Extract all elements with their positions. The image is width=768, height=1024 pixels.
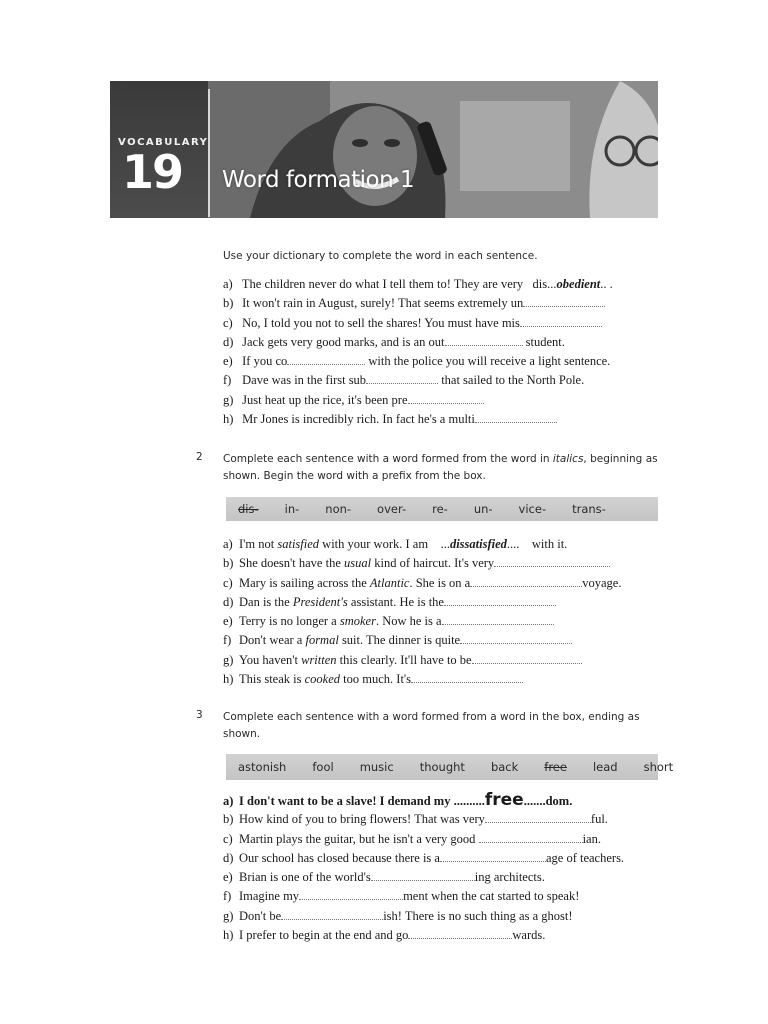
list-item: f) Don't wear a formal suit. The dinner is quite bbox=[223, 631, 663, 650]
word-box-item: astonish bbox=[238, 760, 287, 774]
answer-blank[interactable] bbox=[445, 333, 523, 346]
list-item: f) Imagine my ment when the cat started to speak! bbox=[223, 889, 580, 904]
banner-photo bbox=[210, 81, 658, 218]
word-box-item: lead bbox=[592, 760, 618, 774]
list-item: c) Mary is sailing across the Atlantic. She is on a voyage. bbox=[223, 575, 622, 590]
answer-blank[interactable] bbox=[411, 670, 523, 683]
answer-blank[interactable] bbox=[366, 371, 438, 384]
answer-blank[interactable] bbox=[281, 907, 383, 920]
series-label: VOCABULARY bbox=[118, 137, 209, 148]
answer-blank[interactable] bbox=[287, 352, 365, 365]
list-item: f) Dave was in the first sub that sailed to the North Pole. bbox=[223, 373, 585, 388]
word-box-item: music bbox=[359, 760, 394, 774]
answer-blank[interactable] bbox=[523, 294, 605, 307]
word-box-item: re- bbox=[432, 502, 448, 516]
list-item: c) No, I told you not to sell the shares! You must have mis bbox=[223, 314, 663, 333]
list-item: a) I'm not satisfied with your work. I am ...dissatisfied.... with it. bbox=[223, 537, 568, 551]
exercise2-list bbox=[223, 535, 663, 689]
answer-blank[interactable] bbox=[408, 391, 484, 404]
word-box-item: dis- bbox=[238, 502, 259, 516]
answer-blank[interactable] bbox=[440, 849, 546, 862]
word-box-item: non- bbox=[325, 502, 352, 516]
list-item: e) If you co with the police you will receive a light sentence. bbox=[223, 354, 611, 369]
suffix-word-box bbox=[226, 754, 674, 780]
unit-banner bbox=[110, 81, 658, 218]
word-box-item: fool bbox=[312, 760, 334, 774]
list-item: g) Don't be ish! There is no such thing as a ghost! bbox=[223, 908, 573, 923]
list-item: g) Just heat up the rice, it's been pre bbox=[223, 391, 663, 410]
answer-blank[interactable] bbox=[520, 314, 602, 327]
answer-blank[interactable] bbox=[494, 554, 610, 567]
answer-text: dissatisfied bbox=[449, 537, 507, 551]
answer-blank[interactable] bbox=[460, 631, 572, 644]
answer-blank[interactable] bbox=[470, 574, 582, 587]
list-item: c) Martin plays the guitar, but he isn't a very good ian. bbox=[223, 831, 601, 846]
answer-blank[interactable] bbox=[442, 612, 554, 625]
exercise2-instruction: Complete each sentence with a word formed from the word in italics, beginning as shown. Begin the word with a prefix from the box. bbox=[223, 453, 658, 482]
answer-blank[interactable] bbox=[479, 830, 583, 843]
exercise2-number: 2 bbox=[196, 451, 203, 463]
answer-text: obedient bbox=[556, 277, 601, 291]
list-item: e) Brian is one of the world's ing architects. bbox=[223, 870, 545, 885]
list-item: a) The children never do what I tell them to! They are very dis...obedient.. . bbox=[223, 277, 613, 291]
list-item: b) She doesn't have the usual kind of haircut. It's very bbox=[223, 554, 663, 573]
word-box-item: un- bbox=[473, 502, 493, 516]
word-box-item: trans- bbox=[572, 502, 606, 516]
list-item: h) I prefer to begin at the end and go wards. bbox=[223, 928, 546, 943]
list-item: h) Mr Jones is incredibly rich. In fact he's a multi bbox=[223, 410, 663, 429]
word-box-item: over- bbox=[377, 502, 407, 516]
list-item: b) It won't rain in August, surely! That seems extremely un bbox=[223, 294, 663, 313]
word-box-item: vice- bbox=[518, 502, 547, 516]
unit-number: 19 bbox=[122, 145, 183, 199]
answer-text: free bbox=[484, 790, 524, 810]
list-item: b) How kind of you to bring flowers! That was very ful. bbox=[223, 812, 608, 827]
list-item: d) Dan is the President's assistant. He is the bbox=[223, 593, 663, 612]
answer-blank[interactable] bbox=[444, 593, 556, 606]
list-item: d) Jack gets very good marks, and is an out student. bbox=[223, 334, 565, 349]
word-box-item: back bbox=[490, 760, 519, 774]
exercise3-list bbox=[223, 791, 663, 945]
list-item: d) Our school has closed because there is a age of teachers. bbox=[223, 850, 625, 865]
exercise1-instruction: Use your dictionary to complete the word in each sentence. bbox=[223, 250, 538, 262]
answer-blank[interactable] bbox=[472, 651, 582, 664]
answer-blank[interactable] bbox=[299, 887, 403, 900]
answer-blank[interactable] bbox=[485, 810, 591, 823]
exercise3-number: 3 bbox=[196, 709, 203, 721]
word-box-item: free bbox=[544, 760, 567, 774]
unit-title: Word formation 1 bbox=[222, 167, 415, 193]
answer-blank[interactable] bbox=[408, 926, 512, 939]
exercise1-list bbox=[223, 275, 663, 429]
list-item: h) This steak is cooked too much. It's bbox=[223, 670, 663, 689]
answer-blank[interactable] bbox=[475, 410, 557, 423]
list-item: a) I don't want to be a slave! I demand my ..........free.......dom. bbox=[223, 790, 573, 810]
word-box-item: thought bbox=[419, 760, 465, 774]
exercise3-instruction: Complete each sentence with a word formed from a word in the box, ending as shown. bbox=[223, 711, 640, 740]
prefix-word-box bbox=[226, 497, 658, 521]
word-box-item: in- bbox=[284, 502, 300, 516]
list-item: g) You haven't written this clearly. It'll have to be bbox=[223, 651, 663, 670]
answer-blank[interactable] bbox=[371, 868, 475, 881]
list-item: e) Terry is no longer a smoker. Now he is a bbox=[223, 612, 663, 631]
word-box-item: short bbox=[643, 760, 674, 774]
